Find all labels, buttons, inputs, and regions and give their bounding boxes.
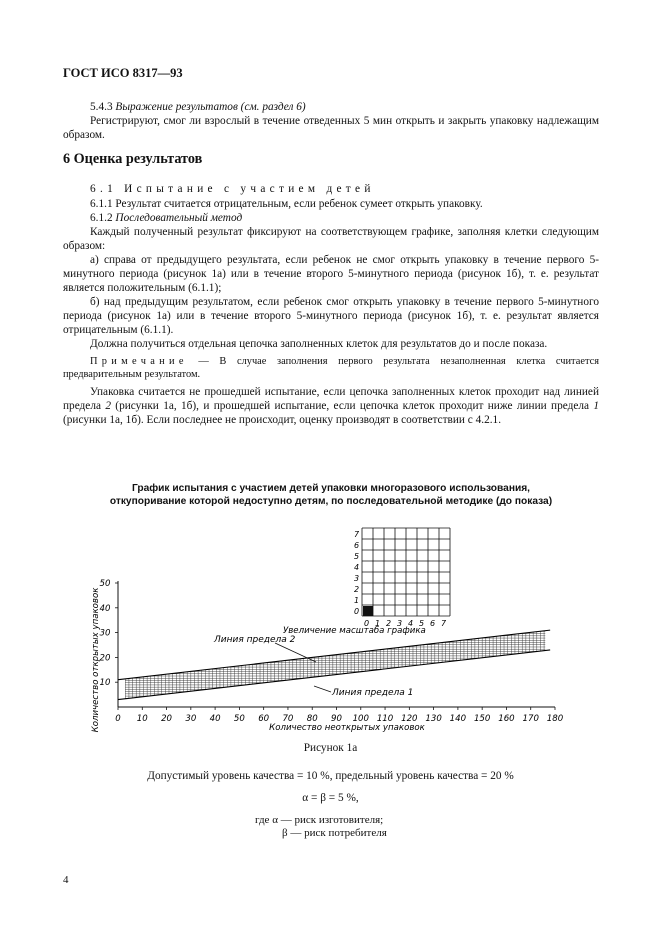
inset-x-tick-label: 3 <box>397 619 403 628</box>
inset-y-tick-label: 4 <box>354 563 360 572</box>
x-tick-label: 20 <box>161 714 173 724</box>
x-tick-label: 40 <box>209 714 221 724</box>
x-tick-label: 120 <box>401 714 418 724</box>
x-tick-label: 150 <box>473 714 491 724</box>
para-item-a: а) справа от предыдущего результата, если ребенок не смог открыть упаковку в течение первого 5-минутного периода (рисунок 1а) или в течение второго 5-минутного периода (рисунок 1б), т. е. результат является положительным (6.1.1); <box>63 254 599 294</box>
inset-y-tick-label: 5 <box>354 552 360 561</box>
x-tick-label: 100 <box>352 714 369 724</box>
x-tick-label: 140 <box>449 714 467 724</box>
inset-x-tick-label: 6 <box>430 619 436 628</box>
inset-x-tick-label: 2 <box>386 619 392 628</box>
inset-y-tick-label: 2 <box>354 585 360 594</box>
x-tick-label: 180 <box>546 714 564 724</box>
x-tick-label: 70 <box>282 714 294 724</box>
y-tick-label: 20 <box>99 653 111 664</box>
para-chain: Должна получиться отдельная цепочка заполненных клеток для результатов до и после показа. <box>90 338 548 350</box>
x-tick-label: 10 <box>136 714 148 724</box>
document-header: ГОСТ ИСО 8317—93 <box>63 66 183 80</box>
section-6-heading: 6 Оценка результатов <box>63 151 203 167</box>
y-tick-label: 30 <box>99 628 111 639</box>
inset-x-tick-label: 4 <box>408 619 414 628</box>
y-axis-label: Количество открытых упаковок <box>91 587 101 733</box>
x-tick-label: 170 <box>522 714 539 724</box>
y-tick-label: 10 <box>99 678 111 689</box>
page-number: 4 <box>63 874 69 886</box>
figure-title: График испытания с участием детей упаковки многоразового использования, откупоривание которой недоступно детям, по последовательной методике (до показа) <box>109 483 553 507</box>
x-axis-label: Количество неоткрытых упаковок <box>269 723 425 733</box>
x-tick-label: 50 <box>233 714 245 724</box>
inset-y-tick-label: 0 <box>354 607 360 616</box>
where-alpha: где α — риск изготовителя; <box>255 814 384 826</box>
line2-label: Линия предела 2 <box>214 635 296 645</box>
inset-zoom-grid <box>354 528 450 628</box>
y-tick-label: 40 <box>99 603 111 614</box>
line1-pointer <box>314 686 331 692</box>
x-tick-label: 160 <box>498 714 515 724</box>
para-6-1-1: 6.1.1 Результат считается отрицательным, если ребенок сумеет открыть упаковку. <box>90 198 483 210</box>
para-final: Упаковка считается не прошедшей испытание, если цепочка заполненных клеток проходит над линией предела 2 (рисунки 1а, 1б), и прошедшей испытание, если цепочка клеток проходит ниже линии предела 1 (рисунки 1а, 1б). Если последнее не происходит, оценку производят в соответствии с 4.2.1. <box>63 386 599 426</box>
inset-x-tick-label: 1 <box>375 619 381 628</box>
inset-filled-cell <box>363 606 373 616</box>
section-5-4-3-text: Регистрируют, смог ли взрослый в течение отведенных 5 мин открыть и закрыть упаковку надлежащим образом. <box>63 115 599 141</box>
figure-caption: Рисунок 1а <box>303 742 358 754</box>
inset-y-tick-label: 3 <box>354 574 360 583</box>
x-tick-label: 60 <box>258 714 270 724</box>
inset-x-tick-label: 0 <box>364 619 370 628</box>
limit-line-2 <box>118 630 550 680</box>
main-plot <box>100 579 564 724</box>
inset-y-tick-label: 7 <box>354 530 360 539</box>
zoom-label: Увеличение масштаба графика <box>283 626 426 636</box>
x-tick-label: 80 <box>306 714 318 724</box>
y-tick-label: 50 <box>99 579 111 589</box>
where-beta: β — риск потребителя <box>282 827 387 839</box>
inset-x-tick-label: 5 <box>419 619 425 628</box>
para-6-1-2: 6.1.2 Последовательный метод <box>90 212 243 224</box>
line1-label: Линия предела 1 <box>332 688 414 698</box>
x-tick-label: 30 <box>185 714 197 724</box>
para-intro: Каждый полученный результат фиксируют на соответствующем графике, заполняя клетки следующим образом: <box>63 226 599 252</box>
x-tick-label: 130 <box>425 714 442 724</box>
x-tick-label: 90 <box>331 714 342 724</box>
alpha-beta: α = β = 5 %, <box>302 792 359 804</box>
x-tick-label: 110 <box>376 714 394 724</box>
section-5-4-3-title: 5.4.3 Выражение результатов (см. раздел 6) <box>90 101 306 113</box>
note: Примечание — В случае заполнения первого результата незаполненная клетка считается предварительным результатом. <box>63 356 599 380</box>
inset-x-tick-label: 7 <box>441 619 447 628</box>
x-tick-label: 0 <box>115 714 121 724</box>
inset-y-tick-label: 6 <box>354 541 360 550</box>
para-item-b: б) над предыдущим результатом, если ребенок смог открыть упаковку в течение первого 5-минутного периода (рисунок 1а) или в течение второго 5-минутного периода (рисунок 1б), т. е. результат является отрицательным (6.1.1). <box>63 296 599 336</box>
quality-levels: Допустимый уровень качества = 10 %, предельный уровень качества = 20 % <box>147 770 514 782</box>
inset-y-tick-label: 1 <box>354 596 360 605</box>
para-6-1: 6.1 Испытание с участием детей <box>90 183 375 195</box>
